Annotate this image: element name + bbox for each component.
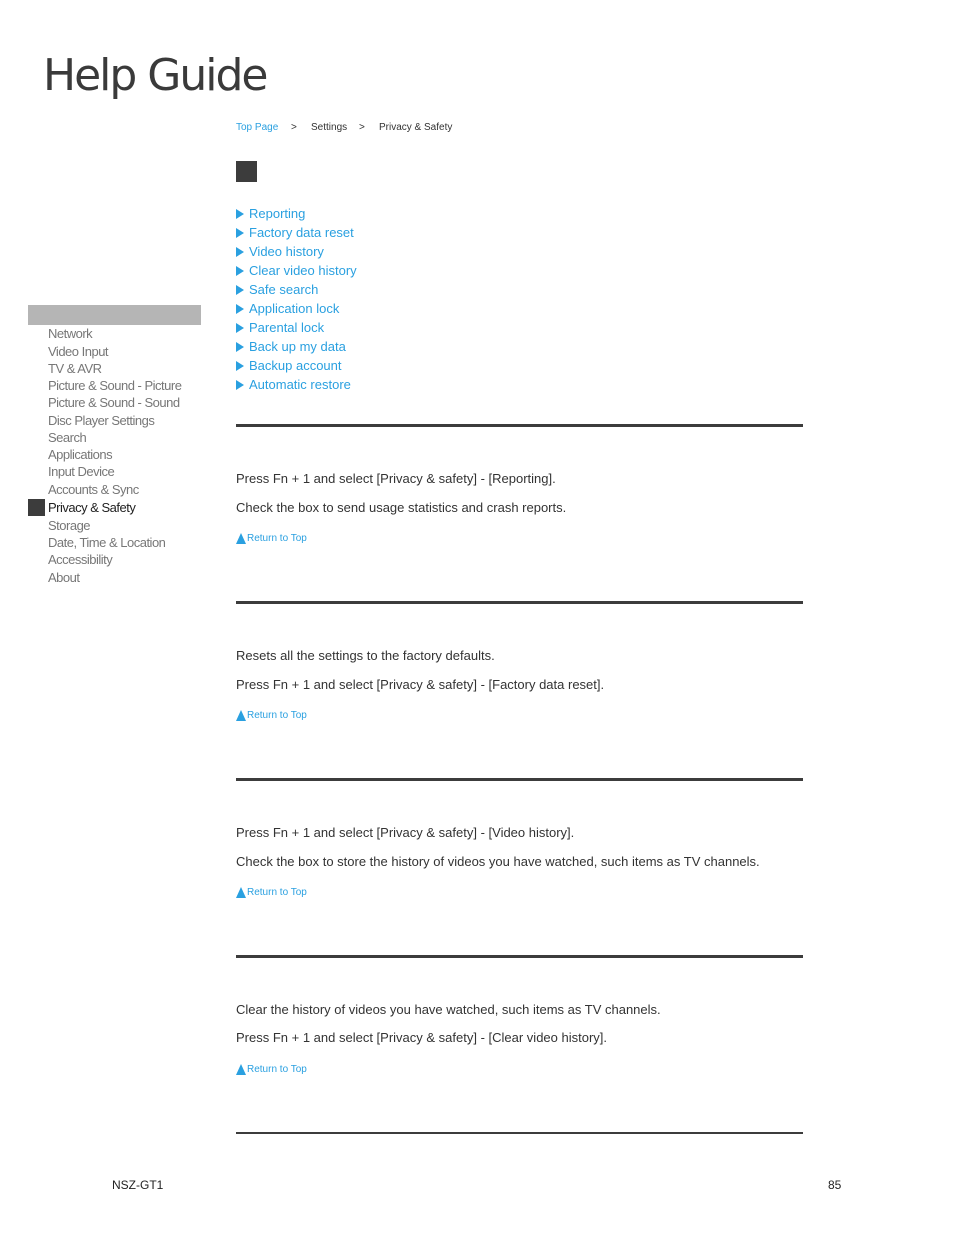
- toc-link-automatic-restore[interactable]: [236, 377, 351, 392]
- sidebar-item-tv-avr[interactable]: TV & AVR: [48, 361, 102, 376]
- sidebar-item-accessibility[interactable]: Accessibility: [48, 552, 113, 567]
- sidebar-item-storage[interactable]: Storage: [48, 518, 91, 533]
- footer-page-number: 85: [828, 1178, 842, 1192]
- return-to-top-label: Return to Top: [247, 887, 307, 898]
- section-text: Press Fn + 1 and select [Privacy & safety] - [Clear video history].: [236, 1030, 608, 1045]
- sidebar-item-picture-sound-sound[interactable]: Picture & Sound - Sound: [48, 395, 180, 410]
- return-to-top-link[interactable]: [236, 1064, 307, 1075]
- toc-link-label: Clear video history: [249, 263, 357, 278]
- return-to-top-label: Return to Top: [247, 710, 307, 721]
- breadcrumb-separator: >: [359, 122, 365, 133]
- up-arrow-icon: [236, 887, 246, 898]
- footer-model: NSZ-GT1: [112, 1178, 164, 1192]
- sidebar-item-video-input[interactable]: Video Input: [48, 344, 109, 359]
- toc-link-clear-video-history[interactable]: [236, 263, 357, 278]
- return-to-top-label: Return to Top: [247, 533, 307, 544]
- sidebar-item-accounts-sync[interactable]: Accounts & Sync: [48, 482, 139, 497]
- breadcrumb-settings: Settings: [311, 122, 348, 133]
- toc-link-video-history[interactable]: [236, 244, 324, 259]
- triangle-right-icon: [236, 361, 244, 371]
- triangle-right-icon: [236, 285, 244, 295]
- toc-link-label: Application lock: [249, 301, 340, 316]
- page-title: Help Guide: [43, 50, 267, 101]
- sidebar-item-search[interactable]: Search: [48, 430, 87, 445]
- toc-link-label: Video history: [249, 244, 324, 259]
- sidebar-header-bar: [28, 305, 201, 325]
- toc-link-factory-data-reset[interactable]: [236, 225, 354, 240]
- triangle-right-icon: [236, 304, 244, 314]
- section-text: Press Fn + 1 and select [Privacy & safety] - [Reporting].: [236, 471, 556, 486]
- triangle-right-icon: [236, 342, 244, 352]
- breadcrumb-current: Privacy & Safety: [379, 122, 453, 133]
- sidebar-item-network[interactable]: Network: [48, 326, 93, 341]
- toc-link-label: Back up my data: [249, 339, 346, 354]
- return-to-top-link[interactable]: [236, 533, 307, 544]
- toc-link-label: Backup account: [249, 358, 342, 373]
- toc-link-reporting[interactable]: [236, 206, 305, 221]
- return-to-top-link[interactable]: [236, 887, 307, 898]
- triangle-right-icon: [236, 266, 244, 276]
- section-text: Press Fn + 1 and select [Privacy & safety] - [Video history].: [236, 825, 575, 840]
- sidebar-item-about[interactable]: About: [48, 570, 80, 585]
- triangle-right-icon: [236, 209, 244, 219]
- section-marker-square: [236, 161, 257, 182]
- toc-link-parental-lock[interactable]: [236, 320, 324, 335]
- toc-link-backup-account[interactable]: [236, 358, 342, 373]
- section-text: Check the box to store the history of videos you have watched, such items as TV channels.: [236, 854, 760, 869]
- toc-link-label: Reporting: [249, 206, 306, 221]
- section-text: Press Fn + 1 and select [Privacy & safety] - [Factory data reset].: [236, 677, 605, 692]
- sidebar-item-date-time-location[interactable]: Date, Time & Location: [48, 535, 166, 550]
- sidebar-active-marker: [28, 499, 45, 516]
- toc-link-label: Automatic restore: [249, 377, 351, 392]
- toc-link-label: Factory data reset: [249, 225, 354, 240]
- toc-link-application-lock[interactable]: [236, 301, 339, 316]
- sidebar-item-input-device[interactable]: Input Device: [48, 464, 115, 479]
- return-to-top-label: Return to Top: [247, 1064, 307, 1075]
- section-divider: [236, 955, 803, 958]
- sidebar-item-applications[interactable]: Applications: [48, 447, 113, 462]
- section-text: Resets all the settings to the factory defaults.: [236, 648, 495, 663]
- toc-link-back-up-my-data[interactable]: [236, 339, 346, 354]
- section-text: Check the box to send usage statistics and crash reports.: [236, 500, 567, 515]
- section-divider: [236, 1132, 803, 1134]
- section-divider: [236, 778, 803, 781]
- breadcrumb-separator: >: [291, 122, 297, 133]
- up-arrow-icon: [236, 710, 246, 721]
- sidebar-item-picture-sound-picture[interactable]: Picture & Sound - Picture: [48, 378, 182, 393]
- toc-link-label: Parental lock: [249, 320, 325, 335]
- triangle-right-icon: [236, 323, 244, 333]
- return-to-top-link[interactable]: [236, 710, 307, 721]
- triangle-right-icon: [236, 380, 244, 390]
- toc-link-label: Safe search: [249, 282, 319, 297]
- triangle-right-icon: [236, 228, 244, 238]
- breadcrumb-top-page-link[interactable]: Top Page: [236, 122, 279, 133]
- toc-link-safe-search[interactable]: [236, 282, 318, 297]
- up-arrow-icon: [236, 533, 246, 544]
- triangle-right-icon: [236, 247, 244, 257]
- section-divider: [236, 424, 803, 427]
- up-arrow-icon: [236, 1064, 246, 1075]
- sidebar-item-disc-player-settings[interactable]: Disc Player Settings: [48, 413, 155, 428]
- section-text: Clear the history of videos you have watched, such items as TV channels.: [236, 1002, 661, 1017]
- section-divider: [236, 601, 803, 604]
- sidebar-item-privacy-safety[interactable]: Privacy & Safety: [48, 500, 136, 515]
